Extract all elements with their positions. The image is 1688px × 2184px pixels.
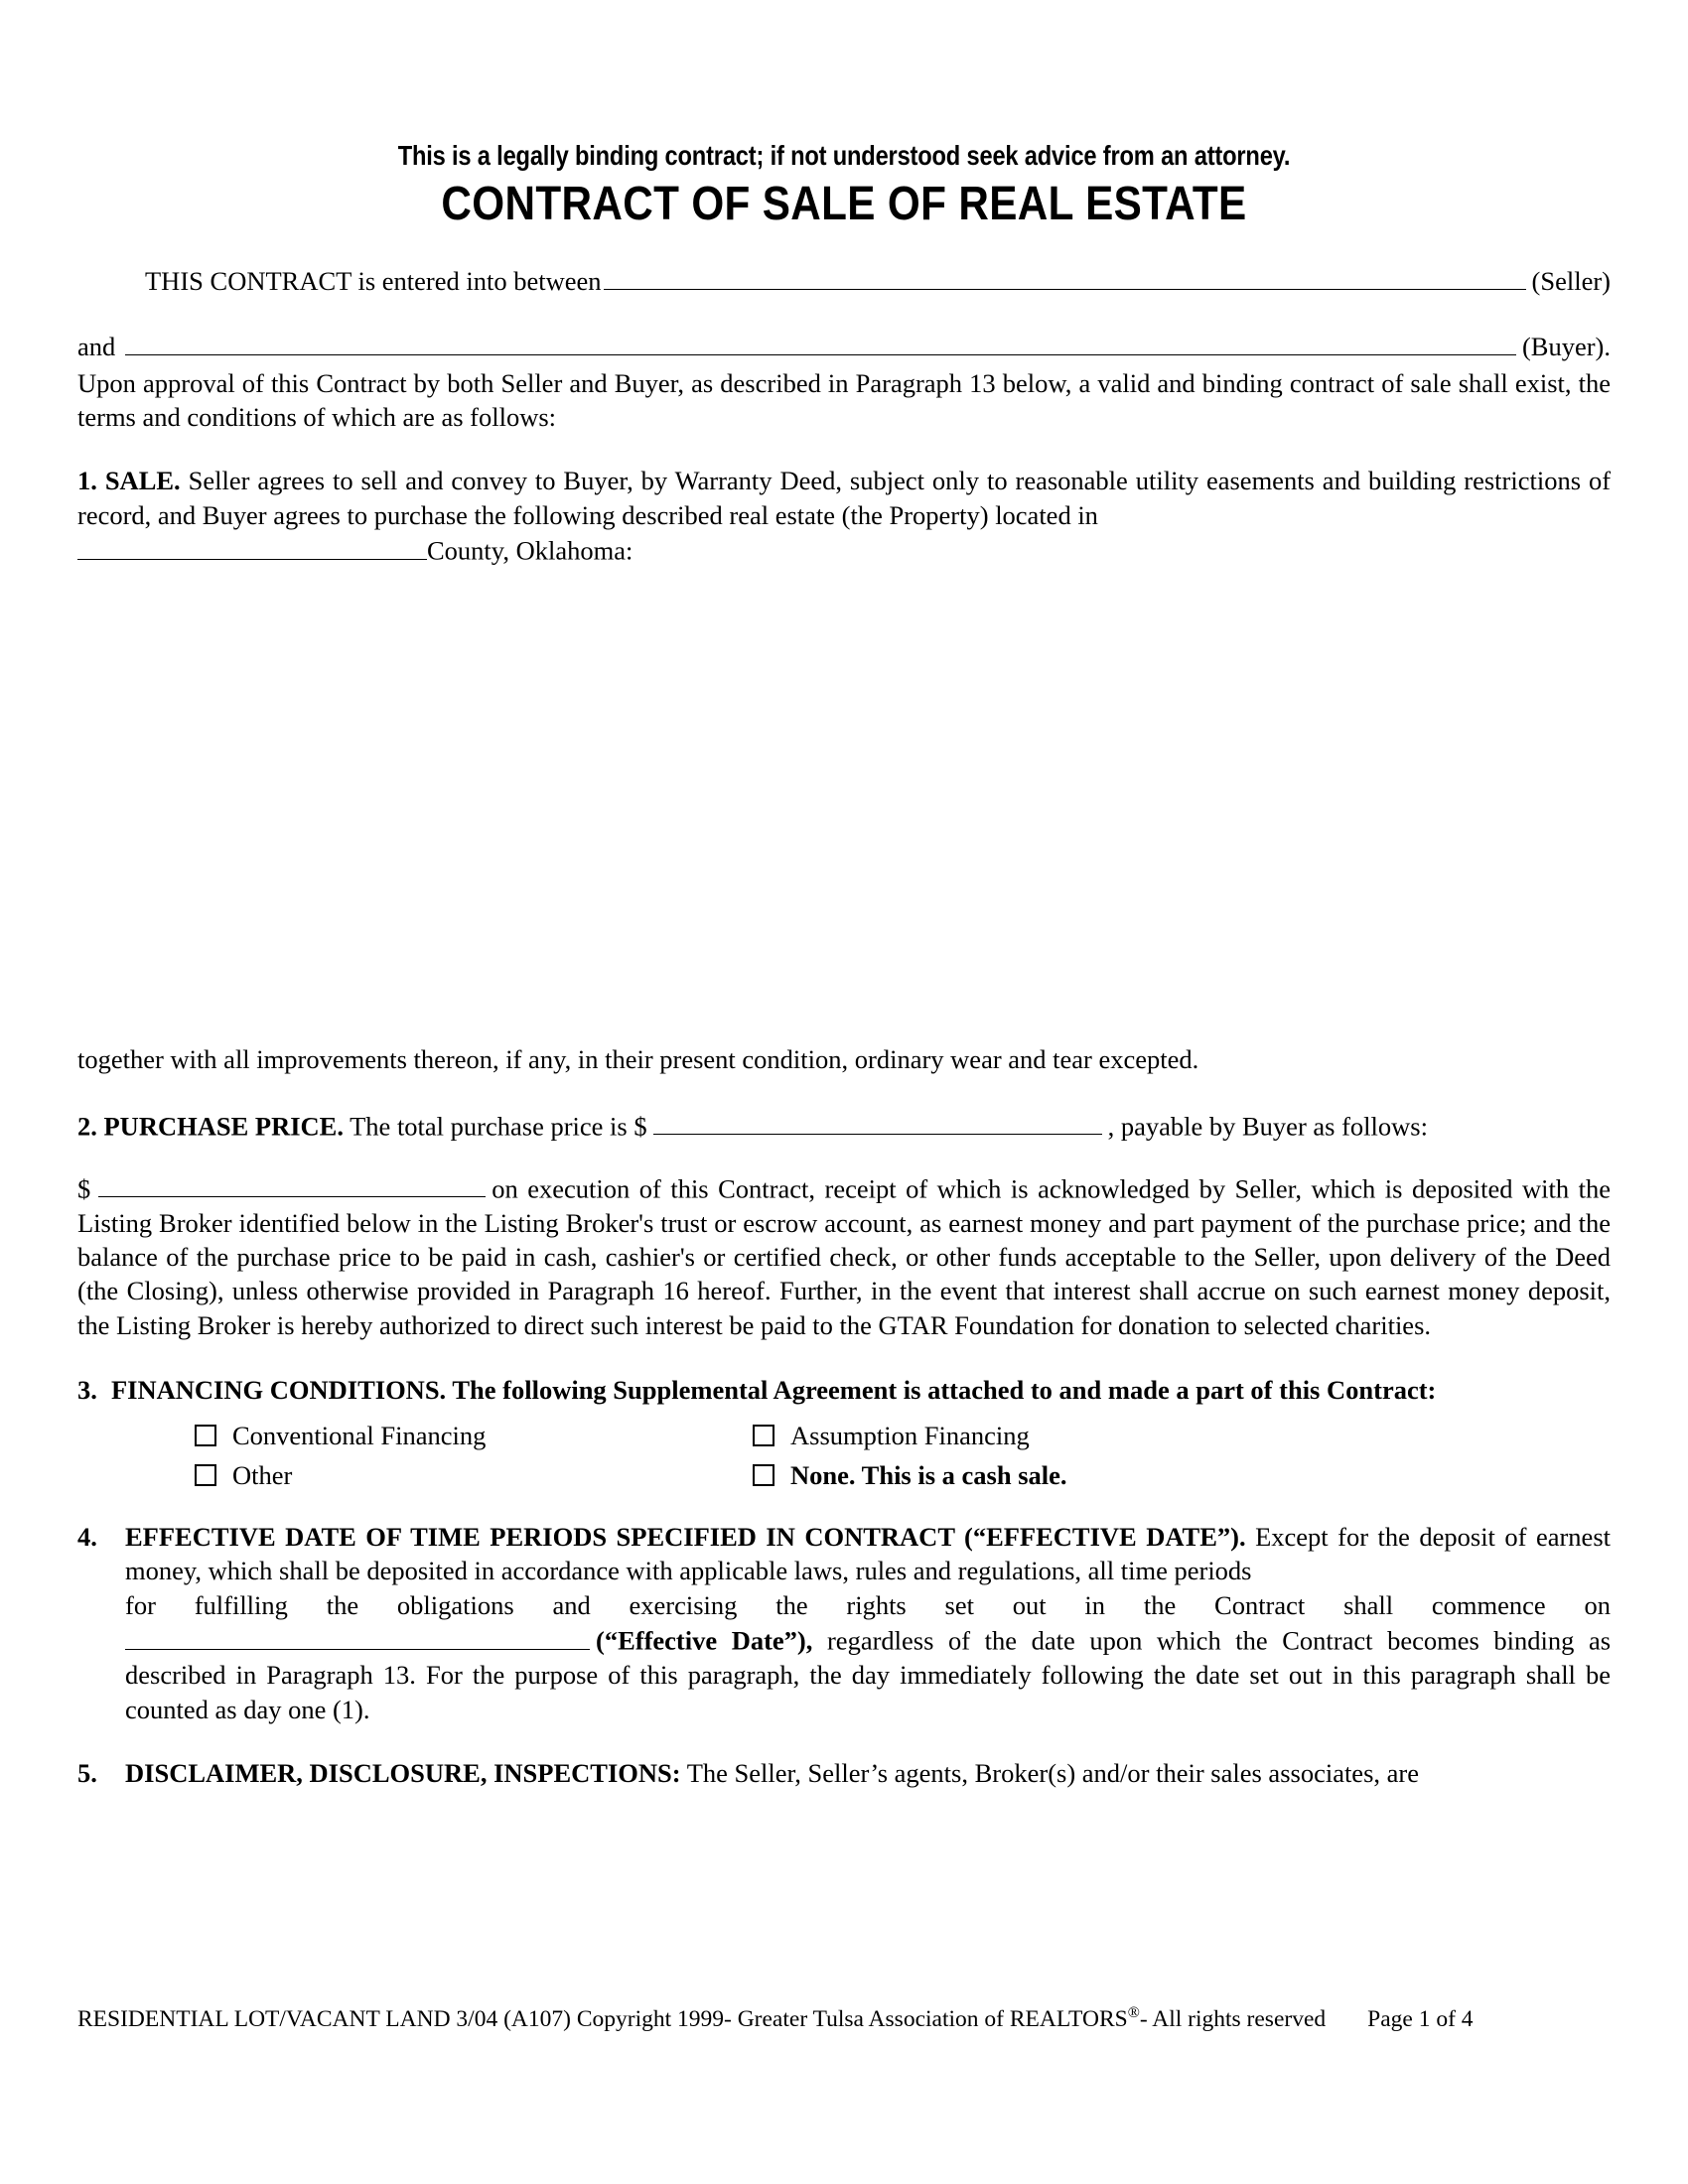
document-title: CONTRACT OF SALE OF REAL ESTATE: [441, 178, 1247, 231]
financing-heading-label: FINANCING CONDITIONS.: [111, 1375, 447, 1406]
financing-option-label: Other: [232, 1459, 293, 1490]
financing-conditions-heading: [77, 1373, 1611, 1407]
sale-paragraph: [77, 464, 1611, 532]
disclaimer-heading-label: DISCLAIMER, DISCLOSURE, INSPECTIONS:: [125, 1758, 681, 1789]
county-name-field[interactable]: [77, 532, 427, 560]
purchase-price-line: [77, 1108, 1611, 1144]
financing-option-label: Assumption Financing: [790, 1420, 1030, 1450]
effective-date-quoted-label: (“Effective Date”),: [596, 1625, 813, 1656]
property-description-blank-area[interactable]: [77, 568, 1611, 1042]
county-line: [77, 532, 1611, 568]
purchase-price-heading-label: PURCHASE PRICE.: [103, 1111, 344, 1142]
buyer-name-field[interactable]: [125, 328, 1516, 356]
seller-tail-label: (Seller): [1531, 266, 1611, 297]
purchase-price-amount-field[interactable]: [653, 1108, 1102, 1136]
disclaimer-section: [77, 1756, 1611, 1790]
financing-options-row: [195, 1422, 1495, 1450]
financing-heading-text: The following Supplemental Agreement is attached to and made a part of this Contract:: [452, 1375, 1437, 1406]
registered-trademark-icon: ®: [1127, 2004, 1140, 2021]
financing-option-conventional[interactable]: [195, 1422, 753, 1450]
earnest-money-amount-field[interactable]: [98, 1170, 486, 1198]
seller-line: [77, 262, 1611, 299]
financing-option-assumption[interactable]: [753, 1422, 1311, 1450]
deposit-body-text: on execution of this Contract, receipt of which is acknowledged by Seller, which is deposited with the Listing Broker identified below in the Listing Broker's trust or escrow account, as earnest money and part payment of the purchase price; and the balance of the purchase price to be paid in cash, cashier's or certified check, or other funds acceptable to the Seller, upon delivery of the Deed (the Closing), unless otherwise provided in Paragraph 16 hereof. Further, in the event that interest shall accrue on such earnest money deposit, the Listing Broker is hereby authorized to direct such interest be paid to the GTAR Foundation for donation to selected charities.: [77, 1173, 1611, 1340]
seller-name-field[interactable]: [604, 262, 1526, 291]
legal-notice-heading: This is a legally binding contract; if not understood seek advice from an attorney.: [397, 140, 1291, 171]
improvements-line: together with all improvements thereon, if any, in their present condition, ordinary wear and tear excepted.: [77, 1044, 1199, 1075]
checkbox-icon[interactable]: [195, 1425, 216, 1446]
deposit-dollar-sign-label: $: [77, 1173, 91, 1204]
and-label: and: [77, 332, 116, 362]
buyer-tail-label: (Buyer).: [1521, 332, 1611, 362]
disclaimer-text: The Seller, Seller’s agents, Broker(s) and/or their sales associates, are: [686, 1758, 1419, 1789]
disclaimer-body: [125, 1756, 1611, 1790]
checkbox-icon[interactable]: [753, 1425, 774, 1446]
sale-heading-label: SALE.: [104, 466, 181, 496]
financing-option-other[interactable]: [195, 1461, 753, 1490]
effective-date-section: [77, 1520, 1611, 1726]
county-suffix-label: County, Oklahoma:: [427, 535, 633, 566]
footer-form-info: RESIDENTIAL LOT/VACANT LAND 3/04 (A107) Copyright 1999- Greater Tulsa Association of REALTORS: [77, 2005, 1128, 2032]
purchase-price-number-label: 2.: [77, 1111, 97, 1142]
effective-date-body: [125, 1520, 1611, 1726]
checkbox-icon[interactable]: [753, 1464, 774, 1486]
checkbox-icon[interactable]: [195, 1464, 216, 1486]
approval-paragraph: Upon approval of this Contract by both Seller and Buyer, as described in Paragraph 13 below, a valid and binding contract of sale shall exist, the terms and conditions of which are as follows:: [77, 367, 1611, 432]
purchase-price-tail-label: , payable by Buyer as follows:: [1107, 1111, 1428, 1142]
earnest-money-paragraph: [77, 1170, 1611, 1343]
financing-option-none-cash-sale[interactable]: [753, 1461, 1311, 1490]
financing-option-label: Conventional Financing: [232, 1420, 487, 1450]
footer-rights-label: - All rights reserved: [1139, 2005, 1327, 2032]
purchase-price-lead-label: The total purchase price is $: [350, 1111, 647, 1142]
effective-date-text-part3: regardless of the date upon which the Contract becomes binding as described in Paragraph 13. For the purpose of this paragraph, the day immediately following the date set out in this paragraph shall be counted as day one (1).: [125, 1625, 1612, 1724]
sale-number-label: 1.: [77, 466, 97, 496]
effective-date-text-part1: Except for the deposit of earnest money, which shall be deposited in accordance with applicable laws, rules and regulations, all time periods: [125, 1521, 1611, 1586]
contract-lead-in-label: THIS CONTRACT is entered into between: [145, 266, 602, 297]
page-content: [77, 0, 1611, 1791]
effective-date-heading-label: EFFECTIVE DATE OF TIME PERIODS SPECIFIED IN CONTRACT (“EFFECTIVE DATE”).: [125, 1521, 1246, 1552]
sale-body-text: Seller agrees to sell and convey to Buyer, by Warranty Deed, subject only to reasonable utility easements and building restrictions of record, and Buyer agrees to purchase the following described real estate (the Property) located in: [77, 466, 1612, 530]
financing-options-grid: [195, 1422, 1495, 1490]
effective-date-number-label: 4.: [77, 1521, 97, 1552]
disclaimer-number-label: 5.: [77, 1758, 97, 1789]
financing-number-label: 3.: [77, 1375, 97, 1406]
financing-options-row: [195, 1461, 1495, 1490]
effective-date-field[interactable]: [125, 1622, 590, 1650]
effective-date-text-part2: for fulfilling the obligations and exercising the rights set out in the Contract shall commence on: [125, 1589, 1611, 1620]
page-footer: [77, 2003, 1615, 2033]
effective-date-field-line: [125, 1622, 1611, 1726]
page-number-label: Page 1 of 4: [1367, 2005, 1474, 2032]
buyer-line: [77, 328, 1611, 364]
financing-option-label: None. This is a cash sale.: [790, 1459, 1067, 1490]
